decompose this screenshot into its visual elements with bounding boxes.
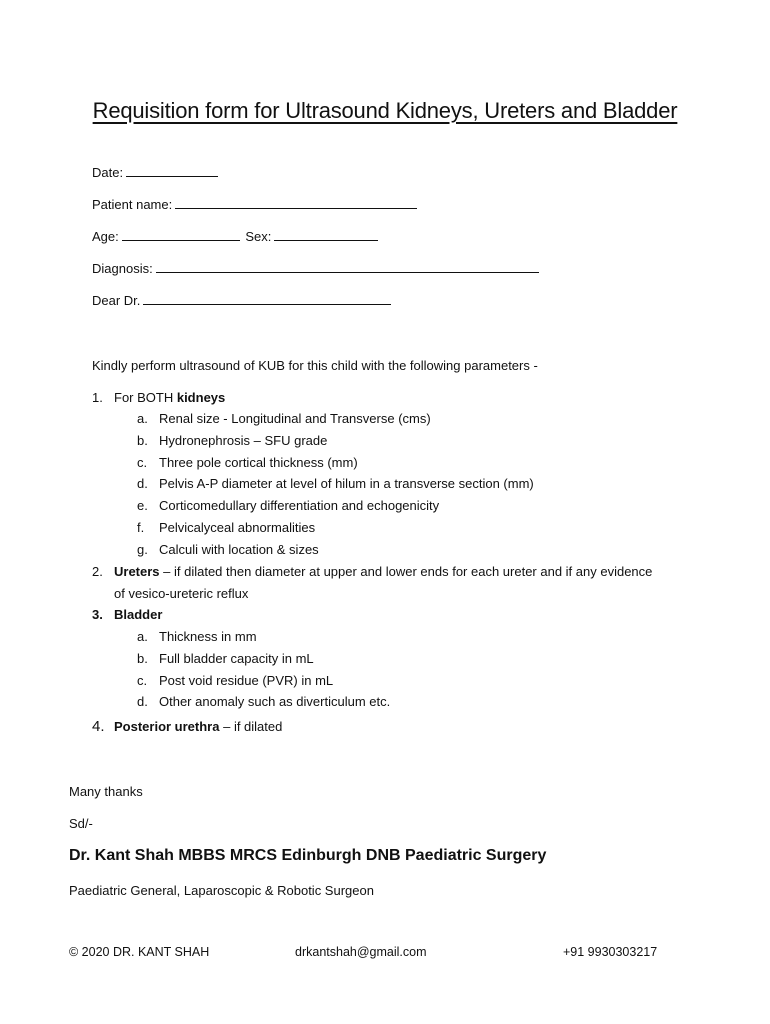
intro-text: Kindly perform ultrasound of KUB for this child with the following parameters - [92, 358, 538, 373]
sub-item: g. Calculi with location & sizes [137, 542, 319, 557]
sex-label: Sex: [245, 229, 272, 244]
item-bold: Posterior urethra [114, 719, 220, 734]
list-item-continuation: of vesico-ureteric reflux [114, 586, 249, 601]
age-label: Age: [92, 229, 119, 244]
item-number: 4. [92, 718, 105, 735]
item-number: 3. [92, 607, 103, 622]
sub-item: e. Corticomedullary differentiation and echogenicity [137, 498, 440, 513]
sub-item: b. Hydronephrosis – SFU grade [137, 433, 328, 448]
page-title: Requisition form for Ultrasound Kidneys, Ureters and Bladder [92, 98, 678, 123]
item-bold: kidneys [176, 390, 226, 405]
patient-name-label: Patient name: [92, 197, 173, 212]
item-bold: Bladder [114, 607, 163, 622]
item-number: 1. [92, 390, 103, 405]
list-item-bladder [92, 607, 162, 622]
list-item-urethra [92, 718, 282, 735]
age-blank[interactable] [122, 229, 240, 241]
list-item-kidneys [92, 390, 225, 405]
sub-item: c. Post void residue (PVR) in mL [137, 673, 334, 688]
diagnosis-label: Diagnosis: [92, 261, 153, 276]
footer-copyright: © 2020 DR. KANT SHAH [69, 945, 210, 959]
date-field[interactable] [92, 165, 218, 180]
footer-email[interactable]: drkantshah@gmail.com [295, 945, 427, 959]
dear-dr-field[interactable] [92, 293, 391, 308]
sub-item: a. Renal size - Longitudinal and Transverse (cms) [137, 411, 431, 426]
sub-item: d. Other anomaly such as diverticulum etc. [137, 694, 391, 709]
diagnosis-blank[interactable] [156, 261, 539, 273]
dear-dr-blank[interactable] [143, 293, 391, 305]
date-label: Date: [92, 165, 124, 180]
signature-role: Paediatric General, Laparoscopic & Robotic Surgeon [69, 883, 374, 898]
item-number: 2. [92, 564, 103, 579]
sex-blank[interactable] [274, 229, 378, 241]
sub-item: a. Thickness in mm [137, 629, 257, 644]
sub-item: b. Full bladder capacity in mL [137, 651, 314, 666]
dear-dr-label: Dear Dr. [92, 293, 141, 308]
sub-item: c. Three pole cortical thickness (mm) [137, 455, 358, 470]
list-item-ureters [92, 564, 652, 579]
thanks-text: Many thanks [69, 784, 143, 799]
sub-item: f. Pelvicalyceal abnormalities [137, 520, 316, 535]
item-lead: For BOTH [114, 390, 177, 405]
date-blank[interactable] [126, 165, 218, 177]
item-bold: Ureters [114, 564, 160, 579]
sub-item: d. Pelvis A-P diameter at level of hilum in a transverse section (mm) [137, 476, 534, 491]
signature-name: Dr. Kant Shah MBBS MRCS Edinburgh DNB Paediatric Surgery [69, 847, 547, 864]
footer-phone: +91 9930303217 [563, 945, 658, 959]
item-rest: – if dilated then diameter at upper and lower ends for each ureter and if any evidence [159, 564, 653, 579]
patient-name-blank[interactable] [175, 197, 417, 209]
sd-text: Sd/- [69, 816, 93, 831]
age-sex-field[interactable] [92, 229, 378, 244]
item-rest: – if dilated [219, 719, 283, 734]
diagnosis-field[interactable] [92, 261, 539, 276]
patient-name-field[interactable] [92, 197, 417, 212]
